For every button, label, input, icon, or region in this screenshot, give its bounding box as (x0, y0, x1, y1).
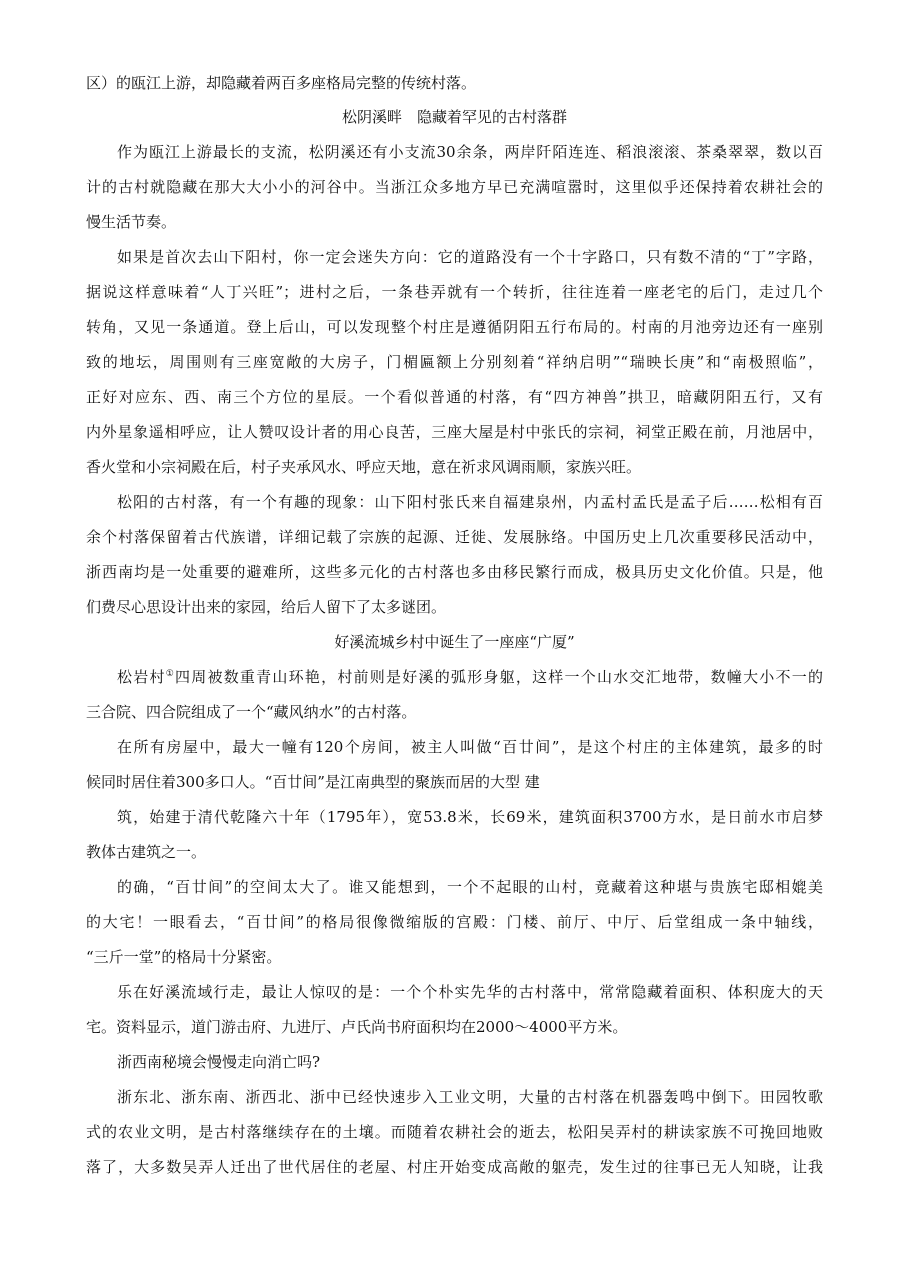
paragraph-line: 浙西南均是一处重要的避难所，这些多元化的古村落也多由移民繁行而成，极具历史文化价值。只是，他 (86, 563, 823, 581)
footnote-marker: ① (165, 669, 176, 679)
paragraph-line: 落了，大多数吴弄人迁出了世代居住的老屋、村庄开始变成高敞的躯壳，发生过的往事已无人知晓，让我 (86, 1158, 823, 1176)
paragraph-line: 据说这样意味着“人丁兴旺”；进村之后，一条巷弄就有一个转折，往往连着一座老宅的后门，走过几个 (86, 283, 823, 301)
paragraph-line (117, 666, 823, 688)
paragraph-line: “三斤一堂”的格局十分紧密。 (86, 948, 282, 966)
paragraph-line: 候同时居住着300多口人。“百廿间”是江南典型的聚族而居的大型 建 (86, 773, 540, 791)
paragraph-line: 内外星象遥相呼应，让人赞叹设计者的用心良苦，三座大屋是村中张氏的宗祠，祠堂正殿在前，月池居中， (86, 423, 823, 441)
paragraph-line: 教体古建筑之一。 (86, 843, 207, 861)
paragraph-line: 转角，又见一条通道。登上后山，可以发现整个村庄是遵循阴阳五行布局的。村南的月池旁边还有一座别 (86, 318, 823, 336)
paragraph-line: 计的古村就隐藏在那大大小小的河谷中。当浙江众多地方早已充满喧嚣时，这里似乎还保持着农耕社会的 (86, 178, 823, 196)
paragraph-line: 正好对应东、西、南三个方位的星辰。一个看似普通的村落，有“四方神兽”拱卫，暗藏阴阳五行，又有 (86, 388, 823, 406)
paragraph-line: 作为瓯江上游最长的支流，松阴溪还有小支流30余条，两岸阡陌连连、稻浪滚滚、茶桑翠翠，数以百 (117, 143, 823, 161)
paragraph-line: 如果是首次去山下阳村，你一定会迷失方向：它的道路没有一个十字路口，只有数不清的“丁”字路， (117, 248, 823, 266)
paragraph-line: 浙西南秘境会慢慢走向消亡吗? (117, 1053, 321, 1071)
paragraph-line: 浙东北、浙东南、浙西北、浙中已经快速步入工业文明，大量的古村落在机器轰鸣中倒下。田园牧歌 (117, 1088, 823, 1106)
section-heading: 好溪流城乡村中诞生了一座座“广厦” (334, 633, 575, 651)
paragraph-line: 宅。资料显示，道门游击府、九进厅、卢氏尚书府面积均在2000～4000平方米。 (86, 1018, 628, 1036)
paragraph-line: 余个村落保留着古代族谱，详细记载了宗族的起源、迁徙、发展脉络。中国历史上几次重要移民活动中， (86, 528, 823, 546)
paragraph-line: 式的农业文明，是古村落继续存在的土壤。而随着农耕社会的逝去，松阳吴弄村的耕读家族不可挽回地败 (86, 1123, 823, 1141)
paragraph-line: 松阳的古村落，有一个有趣的现象：山下阳村张氏来自福建泉州，内孟村孟氏是孟子后……松相有百 (117, 493, 823, 511)
paragraph-line: 区）的瓯江上游，却隐藏着两百多座格局完整的传统村落。 (86, 74, 477, 92)
village-name: 松岩村 (117, 668, 166, 686)
paragraph-line: 乐在好溪流域行走，最让人惊叹的是：一个个朴实先华的古村落中，常常隐藏着面积、体积庞大的天 (117, 983, 823, 1001)
paragraph-line: 致的地坛，周围则有三座宽敞的大房子，门楣匾额上分别刻着“祥纳启明”“瑞映长庚”和“南极照临”， (86, 353, 823, 371)
paragraph-line: 香火堂和小宗祠殿在后，村子夹承风水、呼应天地，意在祈求风调雨顺，家族兴旺。 (86, 458, 642, 476)
paragraph-line: 的大宅！一眼看去，“百廿间”的格局很像微缩版的宫殿：门楼、前厅、中厅、后堂组成一条中轴线， (86, 913, 823, 931)
paragraph-text: 四周被数重青山环艳，村前则是好溪的弧形身躯，这样一个山水交汇地带，数幢大小不一的 (175, 668, 823, 686)
paragraph-line: 们费尽心思设计出来的家园，给后人留下了太多谜团。 (86, 598, 447, 616)
paragraph-line: 慢生活节奏。 (86, 213, 177, 231)
paragraph-line: 在所有房屋中，最大一幢有120个房间，被主人叫做“百廿间”，是这个村庄的主体建筑，最多的时 (117, 738, 823, 756)
paragraph-line: 三合院、四合院组成了一个“藏风纳水”的古村落。 (86, 703, 417, 721)
paragraph-line: 筑，始建于清代乾隆六十年（1795年），宽53.8米，长69米，建筑面积3700方水，是日前水市启梦 (117, 808, 823, 826)
paragraph-line: 的确，“百廿间”的空间太大了。谁又能想到，一个不起眼的山村，竟藏着这种堪与贵族宅邸相媲美 (117, 878, 823, 896)
section-heading: 松阴溪畔 隐藏着罕见的古村落群 (341, 108, 567, 126)
